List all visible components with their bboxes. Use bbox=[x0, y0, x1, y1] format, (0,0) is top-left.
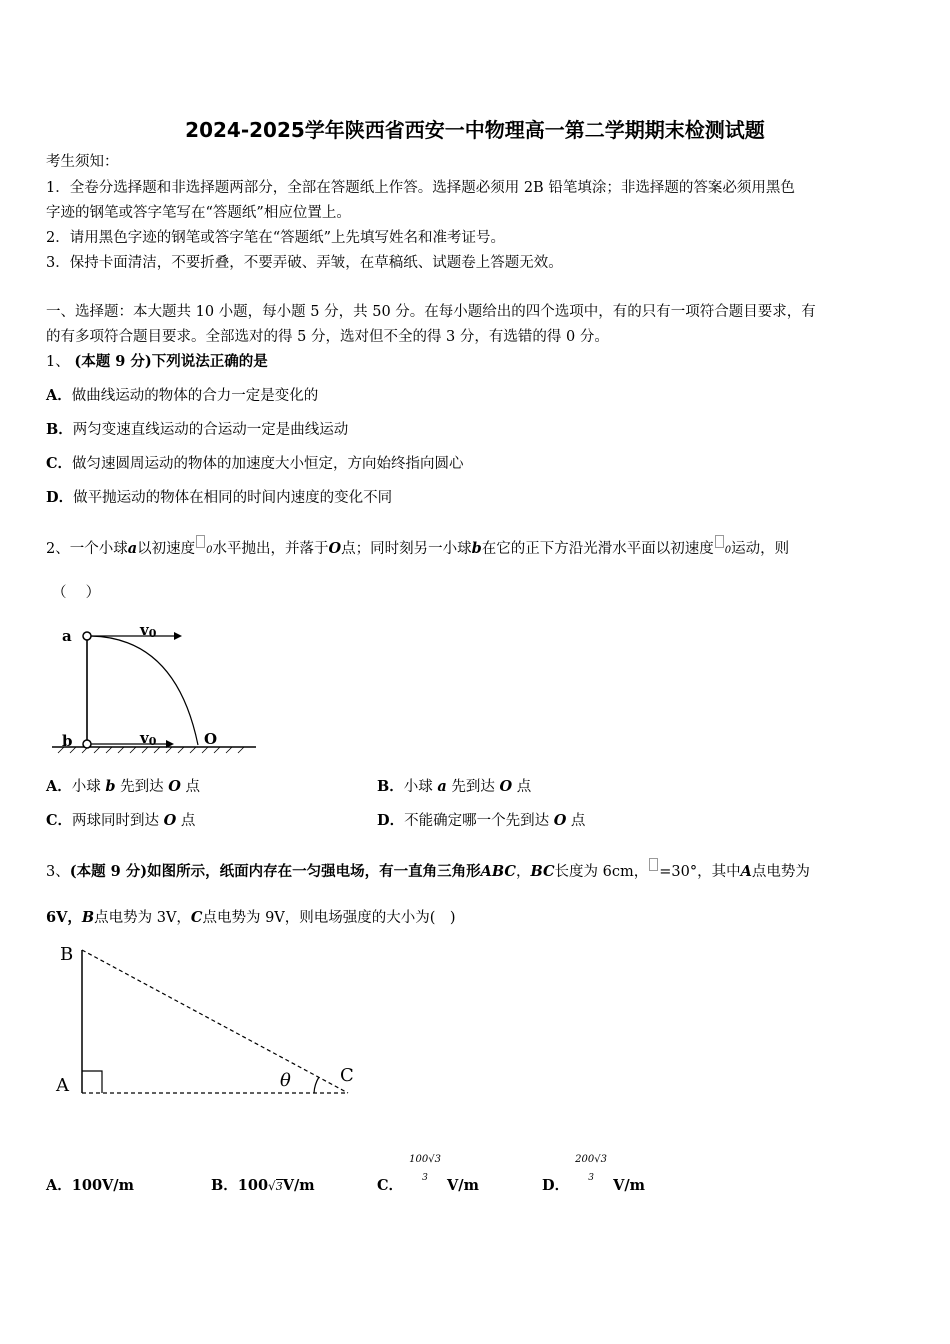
q2-option-b: B．小球 a 先到达 O 点 bbox=[377, 778, 532, 795]
label-v0-top: v0 bbox=[140, 621, 157, 640]
right-angle-mark bbox=[82, 1071, 102, 1093]
q1-option-d: D．做平抛运动的物体在相同的时间内速度的变化不同 bbox=[46, 489, 393, 506]
q1-option-b: B．两匀变速直线运动的合运动一定是曲线运动 bbox=[46, 421, 349, 438]
label-o: O bbox=[204, 730, 218, 748]
label-b: b bbox=[62, 732, 73, 750]
notice-line-1a: 1．全卷分选择题和非选择题两部分，全部在答题纸上作答。选择题必须用 2B 铅笔填涂；非选择题的答案必须用黑色 bbox=[46, 180, 795, 196]
q3-stem-line-1: 3、(本题 9 分)如图所示，纸面内存在一匀强电场，有一直角三角形ABC，BC长度为 6cm， =30°，其中A点电势为 bbox=[46, 858, 810, 882]
q2-projectile-figure bbox=[46, 620, 261, 760]
ball-b bbox=[83, 740, 91, 748]
q1-option-c: C．做匀速圆周运动的物体的加速度大小恒定，方向始终指向圆心 bbox=[46, 455, 464, 472]
q3-triangle-figure bbox=[50, 938, 370, 1108]
notice-line-3: 3．保持卡面清洁，不要折叠，不要弄破、弄皱，在草稿纸、试题卷上答题无效。 bbox=[46, 255, 563, 271]
v0-placeholder-icon bbox=[196, 535, 205, 548]
q2-option-c: C．两球同时到达 O 点 bbox=[46, 812, 196, 829]
q3-option-b: B．100√3V/m bbox=[211, 1177, 315, 1194]
fraction: 100√3 3 bbox=[409, 1154, 441, 1183]
q1-stem bbox=[46, 352, 268, 372]
arrow-icon bbox=[174, 632, 182, 640]
q3-stem-line-2: 6V，B点电势为 3V，C点电势为 9V，则电场强度的大小为( ) bbox=[46, 909, 456, 926]
v0-placeholder-icon bbox=[715, 535, 724, 548]
q3-option-c: C． 100√3 3 V/m bbox=[377, 1154, 479, 1194]
section-line-2: 的有多项符合题目要求。全部选对的得 5 分，选对但不全的得 3 分，有选错的得 0 分。 bbox=[46, 329, 609, 345]
label-C: C bbox=[340, 1065, 354, 1086]
q1-number: 1、 bbox=[46, 354, 70, 370]
q1-text: (本题 9 分)下列说法正确的是 bbox=[74, 353, 268, 370]
label-A: A bbox=[56, 1075, 69, 1096]
q2-paren: （ ） bbox=[52, 585, 101, 601]
theta-placeholder-icon bbox=[649, 858, 658, 871]
q3-option-d: D． 200√3 3 V/m bbox=[542, 1154, 645, 1194]
label-B: B bbox=[60, 944, 74, 965]
label-a: a bbox=[62, 627, 72, 645]
notice-heading: 考生须知： bbox=[46, 154, 119, 170]
q3-option-a: A．100V/m bbox=[46, 1177, 134, 1194]
angle-arc bbox=[314, 1077, 319, 1093]
notice-line-1b: 字迹的钢笔或答字笔写在“答题纸”相应位置上。 bbox=[46, 205, 351, 221]
q2-option-a: A．小球 b 先到达 O 点 bbox=[46, 778, 200, 795]
q2-option-d: D．不能确定哪一个先到达 O 点 bbox=[377, 812, 586, 829]
label-theta: θ bbox=[280, 1070, 291, 1091]
fraction: 200√3 3 bbox=[575, 1154, 607, 1183]
q1-option-a: A．做曲线运动的物体的合力一定是变化的 bbox=[46, 387, 319, 404]
q2-stem: 2、一个小球a以初速度 0水平抛出，并落于O点；同时刻另一小球b在它的正下方沿光滑水平面以初速度 0运动，则 bbox=[46, 535, 789, 561]
page-title: 2024-2025学年陕西省西安一中物理高一第二学期期末检测试题 bbox=[185, 118, 765, 142]
label-v0-bottom: v0 bbox=[140, 729, 157, 748]
ball-a bbox=[83, 632, 91, 640]
section-line-1: 一、选择题：本大题共 10 小题，每小题 5 分，共 50 分。在每小题给出的四个选项中，有的只有一项符合题目要求，有 bbox=[46, 304, 816, 320]
notice-line-2: 2．请用黑色字迹的钢笔或答字笔在“答题纸”上先填写姓名和准考证号。 bbox=[46, 230, 506, 246]
